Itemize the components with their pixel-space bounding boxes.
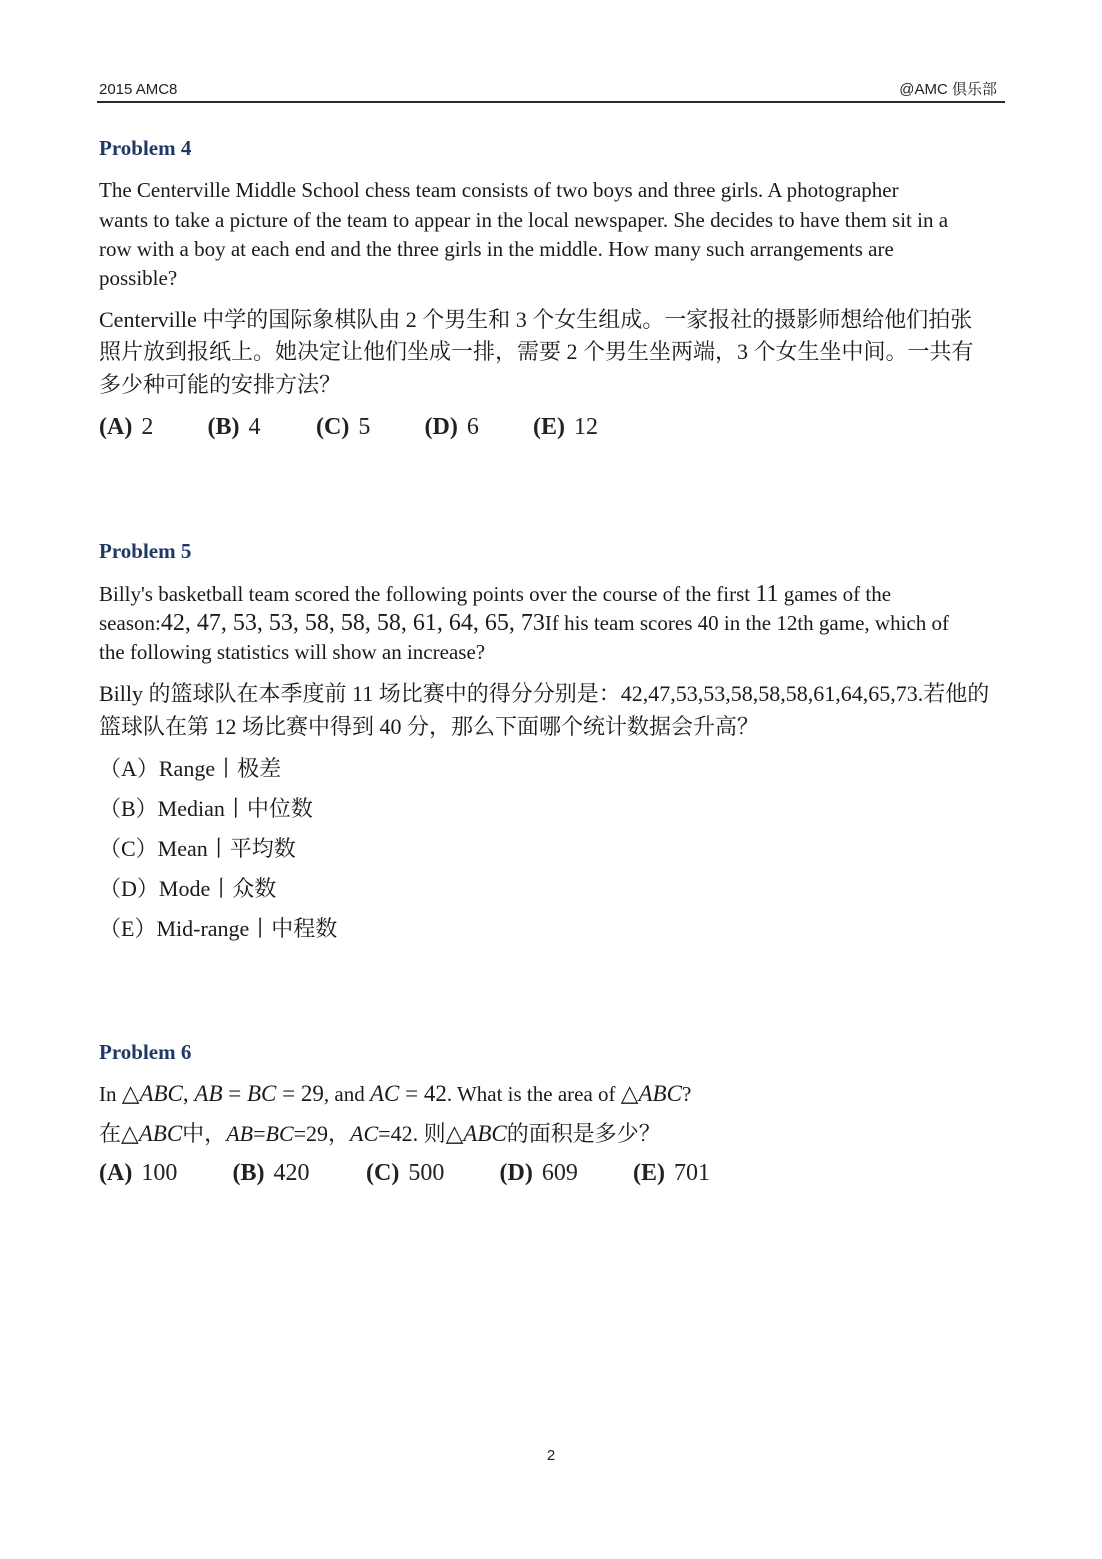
triangle-symbol: △ <box>620 1081 639 1106</box>
answer-choice-c <box>366 1157 500 1189</box>
answer-choice-d <box>500 1157 634 1189</box>
text-segment: 的面积是多少？ <box>506 1121 661 1146</box>
math-variable: ABC <box>463 1121 507 1146</box>
chinese-text-line: Billy 的篮球队在本季度前 11 场比赛中的得分分别是：42,47,53,53,58,58,58,61,64,65,73.若他的 <box>99 681 990 706</box>
text-segment: games of the <box>778 582 892 606</box>
answer-option-a: （A）Range丨极差 <box>99 756 282 781</box>
math-number-list: 42, 47, 53, 53, 58, 58, 58, 61, 64, 65, 73 <box>160 610 545 636</box>
math-operator: = <box>222 1081 247 1106</box>
header-brand: @AMC 俱乐部 <box>899 81 997 98</box>
triangle-symbol: △ <box>121 1081 140 1106</box>
text-segment: =29， <box>293 1121 351 1146</box>
choice-letter: (B) <box>232 1160 265 1186</box>
answer-option-e: （E）Mid-range丨中程数 <box>99 916 338 941</box>
choice-value: 701 <box>674 1160 710 1186</box>
choice-value: 420 <box>273 1160 310 1186</box>
choice-letter: (E) <box>533 414 565 440</box>
problem-text-line <box>99 579 891 609</box>
problem-title: Problem 4 <box>99 136 192 160</box>
problem-text-line: wants to take a picture of the team to appear in the local newspaper. She decides to have them sit in a <box>99 208 949 232</box>
answer-choice-b <box>233 1157 367 1189</box>
answer-option-d: （D）Mode丨众数 <box>99 876 277 901</box>
answer-choices <box>99 411 642 443</box>
answer-option-b: （B）Median丨中位数 <box>99 796 313 821</box>
chinese-text-line: 篮球队在第 12 场比赛中得到 40 分，那么下面哪个统计数据会升高？ <box>99 714 760 739</box>
choice-value: 4 <box>248 414 261 440</box>
math-variable: BC <box>265 1121 294 1146</box>
choice-letter: (C) <box>316 414 350 440</box>
answer-choice-a <box>99 411 208 443</box>
text-segment: , and <box>323 1082 370 1106</box>
math-variable: ABC <box>638 1081 682 1106</box>
answer-choice-e <box>633 1157 767 1189</box>
choice-letter: (A) <box>99 414 133 440</box>
problem-title: Problem 6 <box>99 1040 192 1064</box>
answer-option-c: （C）Mean丨平均数 <box>99 836 296 861</box>
math-variable: AC <box>350 1121 379 1146</box>
choice-value: 500 <box>408 1160 445 1186</box>
text-segment: season: <box>99 611 161 635</box>
answer-choice-a <box>99 1157 233 1189</box>
choice-letter: (D) <box>499 1160 533 1186</box>
text-segment: =42. 则 <box>378 1121 446 1146</box>
chinese-text-line: 多少种可能的安排方法？ <box>99 372 342 397</box>
choice-value: 12 <box>574 414 598 440</box>
chinese-text-line: Centerville 中学的国际象棋队由 2 个男生和 3 个女生组成。一家报社的摄影师想给他们拍张 <box>99 307 973 332</box>
answer-choices <box>99 1157 767 1189</box>
math-variable: ABC <box>139 1081 183 1106</box>
text-segment: = <box>253 1121 266 1146</box>
problem-text-line: row with a boy at each end and the three girls in the middle. How many such arrangements are <box>99 237 894 261</box>
choice-letter: (A) <box>99 1160 133 1186</box>
answer-choice-d <box>425 411 534 443</box>
math-variable: BC <box>247 1081 277 1106</box>
chinese-text-line: 照片放到报纸上。她决定让他们坐成一排，需要 2 个男生坐两端，3 个女生坐中间。一共有 <box>99 339 974 364</box>
text-segment: the following statistics will show an increase? <box>99 640 486 664</box>
answer-choice-c <box>316 411 425 443</box>
math-variable: AB <box>226 1121 254 1146</box>
choice-letter: (D) <box>424 414 458 440</box>
answer-choice-b <box>208 411 317 443</box>
problem-text-line <box>99 1079 691 1109</box>
choice-value: 100 <box>141 1160 178 1186</box>
math-variable: AC <box>369 1081 400 1106</box>
text-segment: 中， <box>182 1121 227 1146</box>
header-title: 2015 AMC8 <box>99 81 178 98</box>
choice-value: 609 <box>541 1160 578 1186</box>
problem-text-line: The Centerville Middle School chess team consists of two boys and three girls. A photographer <box>99 178 899 202</box>
choice-letter: (C) <box>366 1160 400 1186</box>
problem-text-line <box>99 608 949 638</box>
text-segment: In <box>99 1082 122 1106</box>
choice-letter: (E) <box>633 1160 665 1186</box>
triangle-symbol: △ <box>445 1121 464 1146</box>
text-segment: . What is the area of <box>446 1082 621 1106</box>
math-operator: = 29 <box>276 1081 324 1106</box>
math-number: 11 <box>755 581 779 607</box>
math-punctuation: , <box>182 1081 195 1106</box>
text-segment: If his team scores 40 in the 12th game, which of <box>544 611 949 635</box>
text-segment: ? <box>681 1082 692 1106</box>
text-segment: 在 <box>99 1121 122 1146</box>
header-divider <box>97 101 1005 103</box>
choice-value: 2 <box>141 414 154 440</box>
page-number: 2 <box>546 1447 556 1464</box>
choice-value: 5 <box>358 414 371 440</box>
answer-choice-e <box>533 411 642 443</box>
math-variable: AB <box>194 1081 223 1106</box>
problem-title: Problem 5 <box>99 539 192 563</box>
choice-letter: (B) <box>207 414 240 440</box>
math-operator: = 42 <box>399 1081 447 1106</box>
math-variable: ABC <box>138 1121 183 1146</box>
chinese-text-line <box>99 1118 661 1150</box>
problem-text-line <box>99 637 485 667</box>
problem-text-line: possible? <box>99 266 178 290</box>
triangle-symbol: △ <box>121 1121 139 1146</box>
choice-value: 6 <box>466 414 479 440</box>
text-segment: Billy's basketball team scored the following points over the course of the first <box>99 582 756 606</box>
